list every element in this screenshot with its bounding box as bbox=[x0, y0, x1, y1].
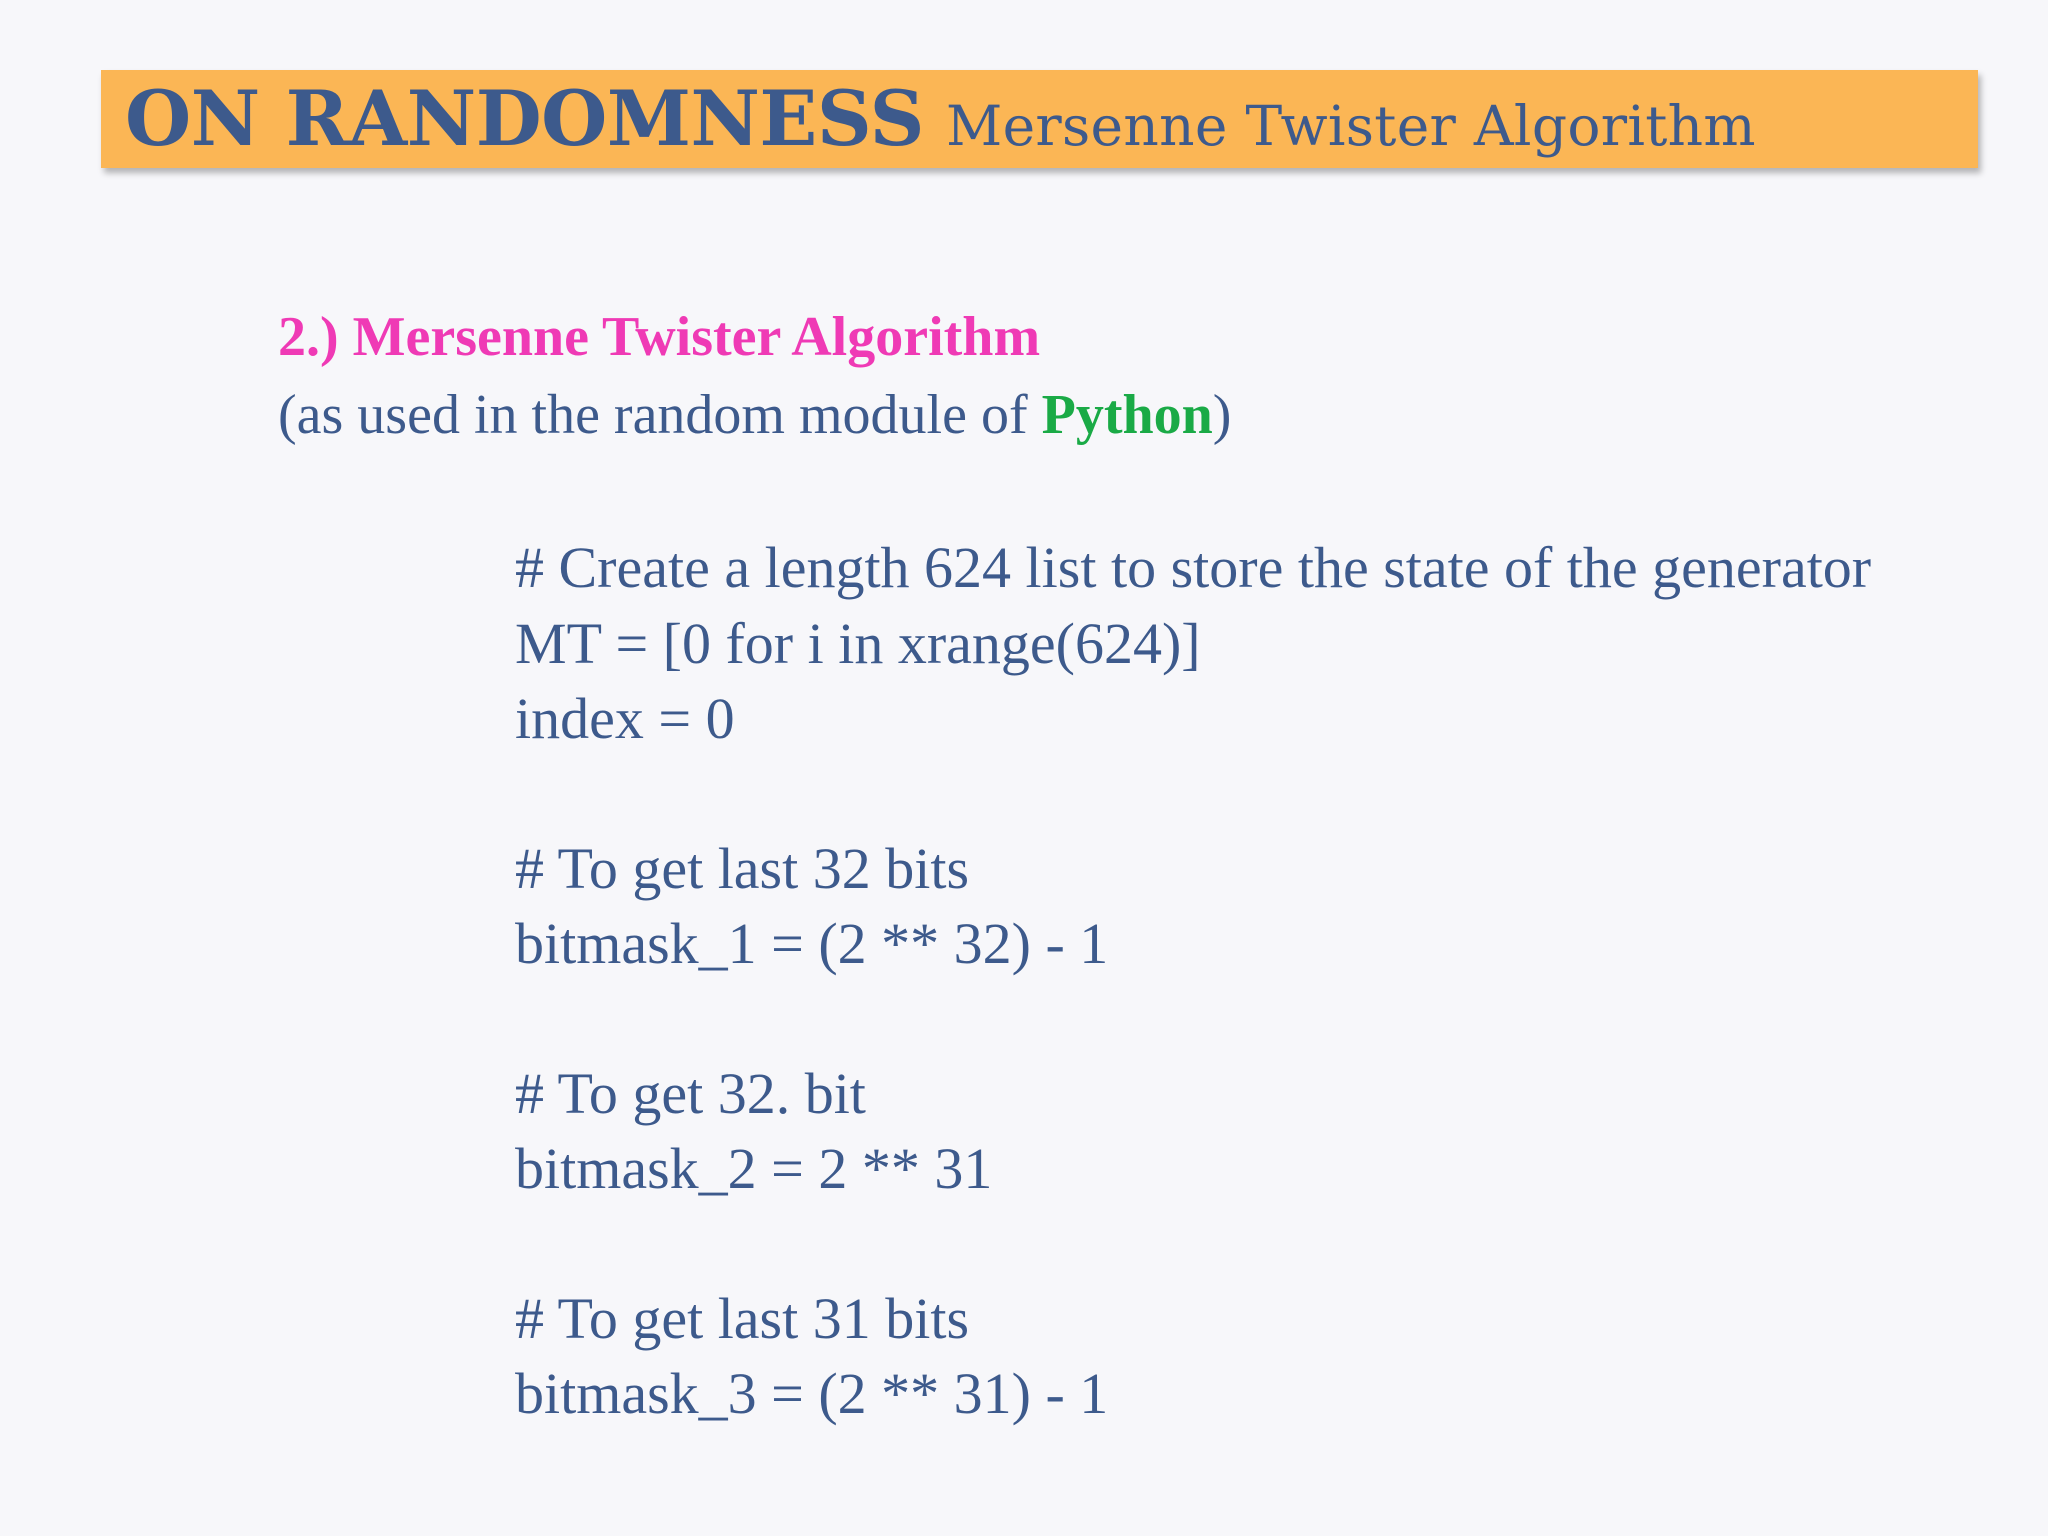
code-bitmask-2: bitmask_2 = 2 ** 31 bbox=[515, 1136, 993, 1201]
code-mt-init: MT = [0 for i in xrange(624)] bbox=[515, 611, 1201, 676]
subheading-prefix: (as used in the random module of bbox=[278, 384, 1042, 446]
section-subheading bbox=[278, 380, 1231, 450]
section-heading: 2.) Mersenne Twister Algorithm bbox=[278, 306, 1041, 368]
code-comment-32nd-bit: # To get 32. bit bbox=[515, 1061, 866, 1126]
python-highlight: Python bbox=[1041, 384, 1213, 446]
slide-title: ON RANDOMNESS bbox=[125, 74, 924, 163]
title-bar bbox=[101, 70, 1978, 168]
slide-subtitle: Mersenne Twister Algorithm bbox=[945, 94, 1756, 158]
subheading-suffix: ) bbox=[1212, 384, 1232, 446]
code-index-init: index = 0 bbox=[515, 686, 735, 751]
code-comment-last-32: # To get last 32 bits bbox=[515, 836, 970, 901]
code-bitmask-1: bitmask_1 = (2 ** 32) - 1 bbox=[515, 911, 1109, 976]
code-bitmask-3: bitmask_3 = (2 ** 31) - 1 bbox=[515, 1361, 1109, 1426]
code-comment-state: # Create a length 624 list to store the state of the generator bbox=[515, 535, 1872, 600]
code-comment-last-31: # To get last 31 bits bbox=[515, 1286, 970, 1351]
